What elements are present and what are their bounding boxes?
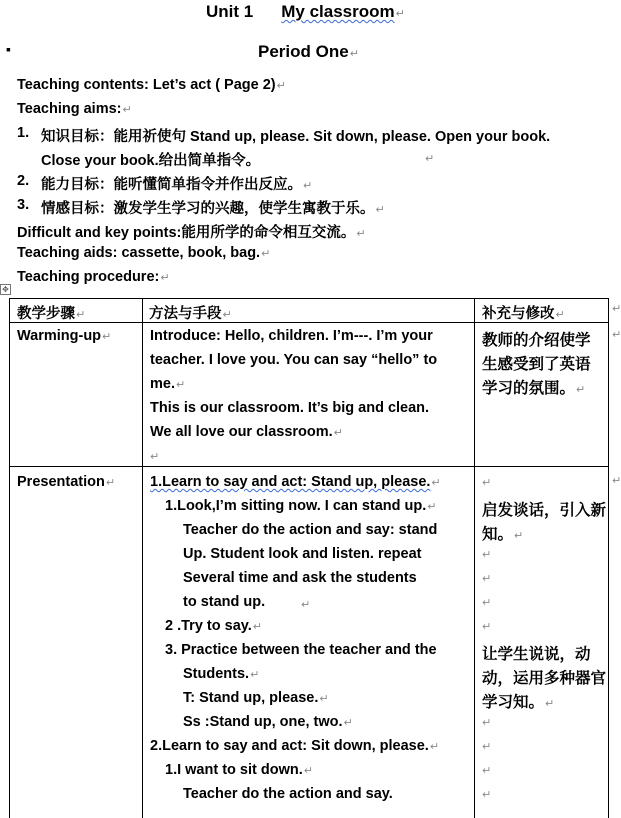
method-line: 2 .Try to say.↵	[165, 618, 262, 634]
paragraph-mark-icon: ↵	[482, 741, 492, 753]
paragraph-mark-icon: ↵	[425, 153, 435, 165]
table-move-handle-icon[interactable]: ✥	[0, 284, 11, 295]
method-line: T: Stand up, please.↵	[183, 690, 329, 706]
paragraph-mark-icon: ↵	[150, 451, 160, 463]
method-line: 3. Practice between the teacher and the	[165, 642, 437, 658]
note-line: 生感受到了英语	[482, 356, 591, 373]
difficult-key-points: Difficult and key points:能用所学的命令相互交流。↵	[17, 225, 366, 241]
row-end-mark-icon: ↵	[612, 303, 621, 315]
note-line: 让学生说说，动	[482, 646, 591, 663]
header-step: 教学步骤↵	[17, 306, 86, 322]
row-end-mark-icon: ↵	[612, 329, 621, 341]
paragraph-mark-icon: ↵	[482, 789, 492, 801]
teaching-aims-heading: Teaching aims:↵	[17, 101, 132, 117]
method-line: Up. Student look and listen. repeat	[183, 546, 422, 562]
note-line: 启发谈话，引入新	[482, 502, 607, 519]
aim-text: 能力目标：能听懂简单指令并作出反应。↵	[41, 177, 313, 193]
period-title: Period One↵	[258, 42, 359, 61]
paragraph-mark-icon: ↵	[482, 573, 492, 585]
method-line: me.↵	[150, 376, 186, 392]
procedure-table	[9, 298, 621, 818]
paragraph-mark-icon: ↵	[349, 48, 359, 60]
row-end-mark-icon: ↵	[612, 475, 621, 487]
paragraph-mark-icon: ↵	[482, 477, 492, 489]
paragraph-mark-icon: ↵	[482, 597, 492, 609]
method-line: 1.Learn to say and act: Stand up, please.↵	[150, 474, 441, 490]
paragraph-mark-icon: ↵	[395, 8, 405, 20]
teaching-aids: Teaching aids: cassette, book, bag.↵	[17, 245, 271, 261]
method-line: teacher. I love you. You can say “hello” to	[150, 352, 438, 368]
document-title	[206, 2, 405, 22]
method-line: Several time and ask the students	[183, 570, 417, 586]
aim-text: 知识目标：能用祈使句 Stand up, please. Sit down, please. Open your book.	[41, 129, 551, 145]
step-presentation: Presentation↵	[17, 474, 116, 490]
aim-number: 2.	[17, 173, 30, 189]
paragraph-mark-icon: ↵	[482, 765, 492, 777]
aim-number: 1.	[17, 125, 30, 141]
method-line: We all love our classroom.↵	[150, 424, 343, 440]
paragraph-mark-icon: ↵	[276, 80, 286, 92]
note-line: 知。↵	[482, 526, 524, 543]
note-line: 学习的氛围。↵	[482, 380, 586, 397]
paragraph-mark-icon: ↵	[482, 621, 492, 633]
aim-text: 情感目标：激发学生学习的兴趣，使学生寓教于乐。↵	[41, 201, 385, 217]
lesson-title: My classroom	[281, 2, 395, 21]
note-line: 学习知。↵	[482, 694, 555, 711]
method-line: Students.↵	[183, 666, 260, 682]
teaching-contents: Teaching contents: Let’s act ( Page 2)↵	[17, 77, 286, 93]
aim-text-continued: Close your book.给出简单指令。	[41, 153, 261, 169]
step-warming-up: Warming-up↵	[17, 328, 112, 344]
unit-label: Unit 1	[206, 2, 254, 21]
bullet-icon: ▪	[6, 41, 11, 57]
method-line: 2.Learn to say and act: Sit down, please.↵	[150, 738, 440, 754]
method-line: Teacher do the action and say: stand	[183, 522, 438, 538]
paragraph-mark-icon: ↵	[301, 599, 311, 611]
method-line: 1.I want to sit down.↵	[165, 762, 313, 778]
teaching-procedure: Teaching procedure:↵	[17, 269, 170, 285]
method-line: This is our classroom. It’s big and clean.	[150, 400, 430, 416]
method-line: Ss :Stand up, one, two.↵	[183, 714, 353, 730]
header-method: 方法与手段↵	[149, 306, 232, 322]
aim-number: 3.	[17, 197, 30, 213]
method-line: Introduce: Hello, children. I’m---. I’m your	[150, 328, 433, 344]
header-notes: 补充与修改↵	[482, 306, 565, 322]
note-line: 教师的介绍使学	[482, 332, 591, 349]
note-line: 动，运用多种器官	[482, 670, 607, 687]
method-line: to stand up.	[183, 594, 266, 610]
method-line: 1.Look,I’m sitting now. I can stand up.↵	[165, 498, 437, 514]
paragraph-mark-icon: ↵	[482, 717, 492, 729]
paragraph-mark-icon: ↵	[122, 104, 132, 116]
paragraph-mark-icon: ↵	[482, 549, 492, 561]
method-line: Teacher do the action and say.	[183, 786, 393, 802]
